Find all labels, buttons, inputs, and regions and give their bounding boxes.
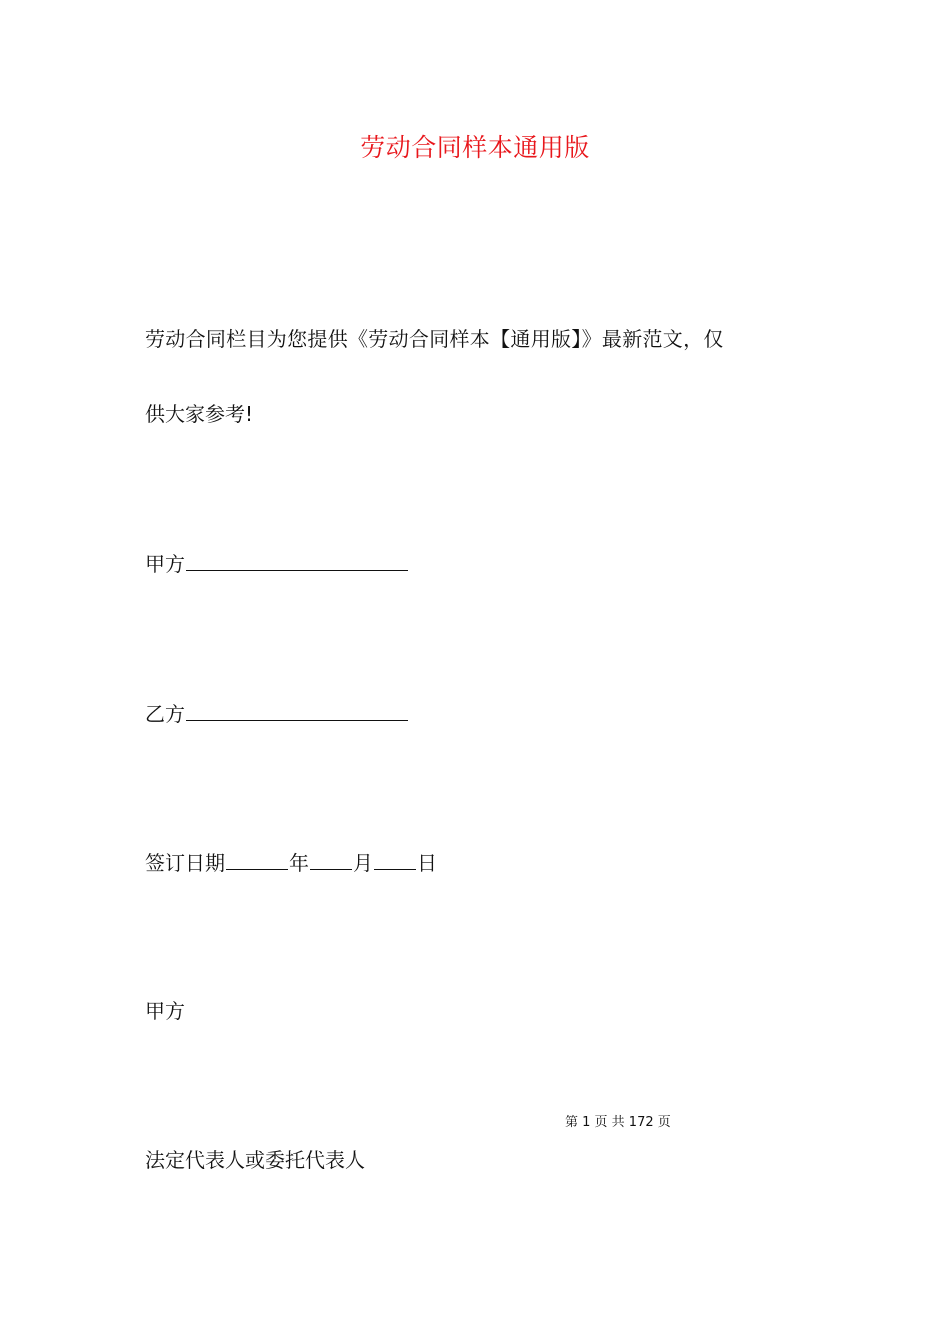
month-label: 月 — [353, 851, 373, 875]
page-indicator: 第 1 页 共 172 页 — [565, 1115, 671, 1130]
party-a-label: 甲方 — [145, 552, 185, 576]
month-blank — [310, 847, 352, 870]
document-title: 劳动合同样本通用版 — [360, 133, 590, 162]
year-label: 年 — [289, 851, 309, 875]
year-blank — [226, 847, 288, 870]
party-b-blank — [186, 698, 408, 721]
legal-rep-label: 法定代表人或委托代表人 — [145, 1148, 365, 1172]
party-a-section-heading: 甲方 — [145, 999, 185, 1023]
party-a-field — [145, 548, 409, 579]
party-b-label: 乙方 — [145, 702, 185, 726]
day-label: 日 — [417, 851, 437, 875]
party-b-field — [145, 698, 409, 729]
day-blank — [374, 847, 416, 870]
sign-date-field — [145, 847, 437, 878]
party-a-blank — [186, 548, 408, 571]
intro-line-2: 供大家参考! — [145, 402, 254, 426]
sign-date-label: 签订日期 — [145, 851, 225, 875]
intro-line-1: 劳动合同栏目为您提供《劳动合同样本【通用版】》最新范文，仅 — [145, 327, 724, 351]
